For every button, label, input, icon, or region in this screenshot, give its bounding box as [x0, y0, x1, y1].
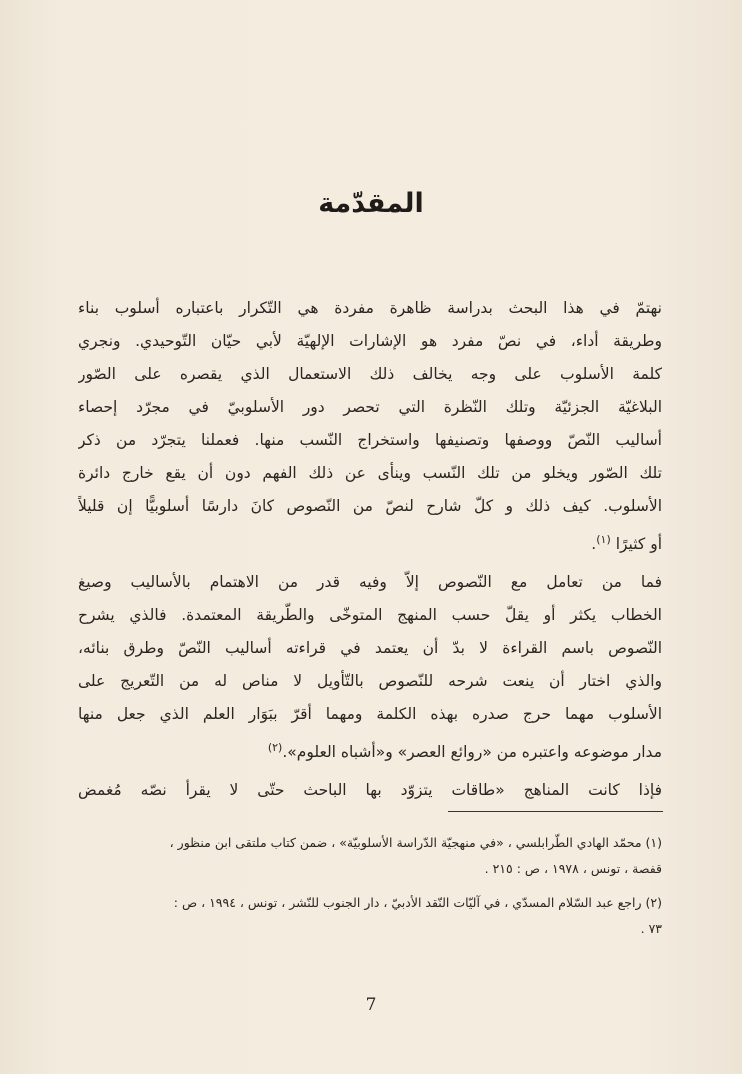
footnote-line: (٢) راجع عبد السّلام المسدّي ، في آليّات النّقد الأدبيّ ، دار الجنوب للنّشر ، تونس ، ١٩٩٤ ، ص : [173, 895, 662, 910]
text-line: الأسلوب مهما حرج صدره بهذه الكلمة ومهما أقرّ ببَوَار العلم الذي جعل منها [78, 705, 662, 723]
footnote-1 [78, 830, 662, 882]
text-line: فإذا كانت المناهج «طاقات يتزوّد بها الباحث حتّى لا يقرأ نصّه مُغمض [78, 781, 662, 799]
footnote-ref-1[interactable]: (١) [596, 533, 611, 546]
paragraph-1 [78, 292, 662, 556]
footnote-line: قفصة ، تونس ، ١٩٧٨ ، ص : ٢١٥ . [484, 861, 662, 876]
text-line-last: أو كثيرًا $^{(١)}$. [591, 533, 662, 554]
text-line: نهتمّ في هذا البحث بدراسة ظاهرة مفردة هي التّكرار باعتباره أسلوب بناء [78, 299, 662, 317]
footnote-2 [78, 890, 662, 942]
text-line: أساليب النّصّ ووصفها وتصنيفها واستخراج النّسب منها. فعملنا يتجرّد من ذكر [78, 431, 662, 449]
text-line: والذي اختار أن ينعت شرحه للنّصوص بالتّأويل لا مناص له من التّعريج على [78, 672, 662, 690]
text-line-content: أو كثيرًا [615, 535, 662, 554]
text-line: الخطاب يكثر أو يقلّ حسب المنهج المتوخّى والطّريقة المعتمدة. فالذي يشرح [78, 606, 662, 624]
footnotes [78, 830, 662, 942]
footnote-ref-2[interactable]: (٢) [267, 741, 283, 754]
footnote-divider [448, 811, 663, 812]
text-line: وطريقة أداء، في نصّ مفرد هو الإشارات الإلهيّة لأبي حيّان التّوحيدي. ونجري [78, 332, 662, 350]
footnote-line: (١) محمّد الهادي الطّرابلسي ، «في منهجيّة الدّراسة الأسلوبيّة» ، ضمن كتاب ملتقى ابن منظور ، [169, 835, 662, 850]
footnote-line: ٧٣ . [640, 921, 662, 936]
text-line: فما من تعامل مع النّصوص إلاّ وفيه قدر من الاهتمام بالأساليب وصيغ [78, 573, 662, 591]
paragraph-2 [78, 566, 662, 764]
text-line: كلمة الأسلوب على وجه يخالف ذلك الاستعمال الذي يقصره على الصّور [78, 365, 662, 383]
text-line: تلك الصّور ويخلو من تلك النّسب وينأى عن ذلك الفهم دون أن يقع خارج دائرة [78, 464, 662, 482]
text-line: البلاغيّة الجزئيّة وتلك النّظرة التي تحصر دور الأسلوبيّ في مجرّد إحصاء [78, 398, 662, 416]
page-title: المقدّمة [318, 188, 424, 219]
text-line: الأسلوب. كيف ذلك و كلّ شارح لنصّ من النّصوص كانَ دارسًا أسلوبيًّا إن قليلاً [78, 497, 662, 515]
text-line: النّصوص باسم القراءة لا بدّ أن يعتمد في قراءته أساليب النّصّ وطرق بنائه، [78, 639, 662, 657]
page-number: 7 [365, 995, 377, 1015]
body-text [78, 292, 662, 807]
text-line-content: مدار موضوعه واعتبره من «روائع العصر» و«أشباه العلوم». [282, 743, 662, 762]
paragraph-3 [78, 774, 662, 807]
text-line-last [78, 731, 662, 764]
